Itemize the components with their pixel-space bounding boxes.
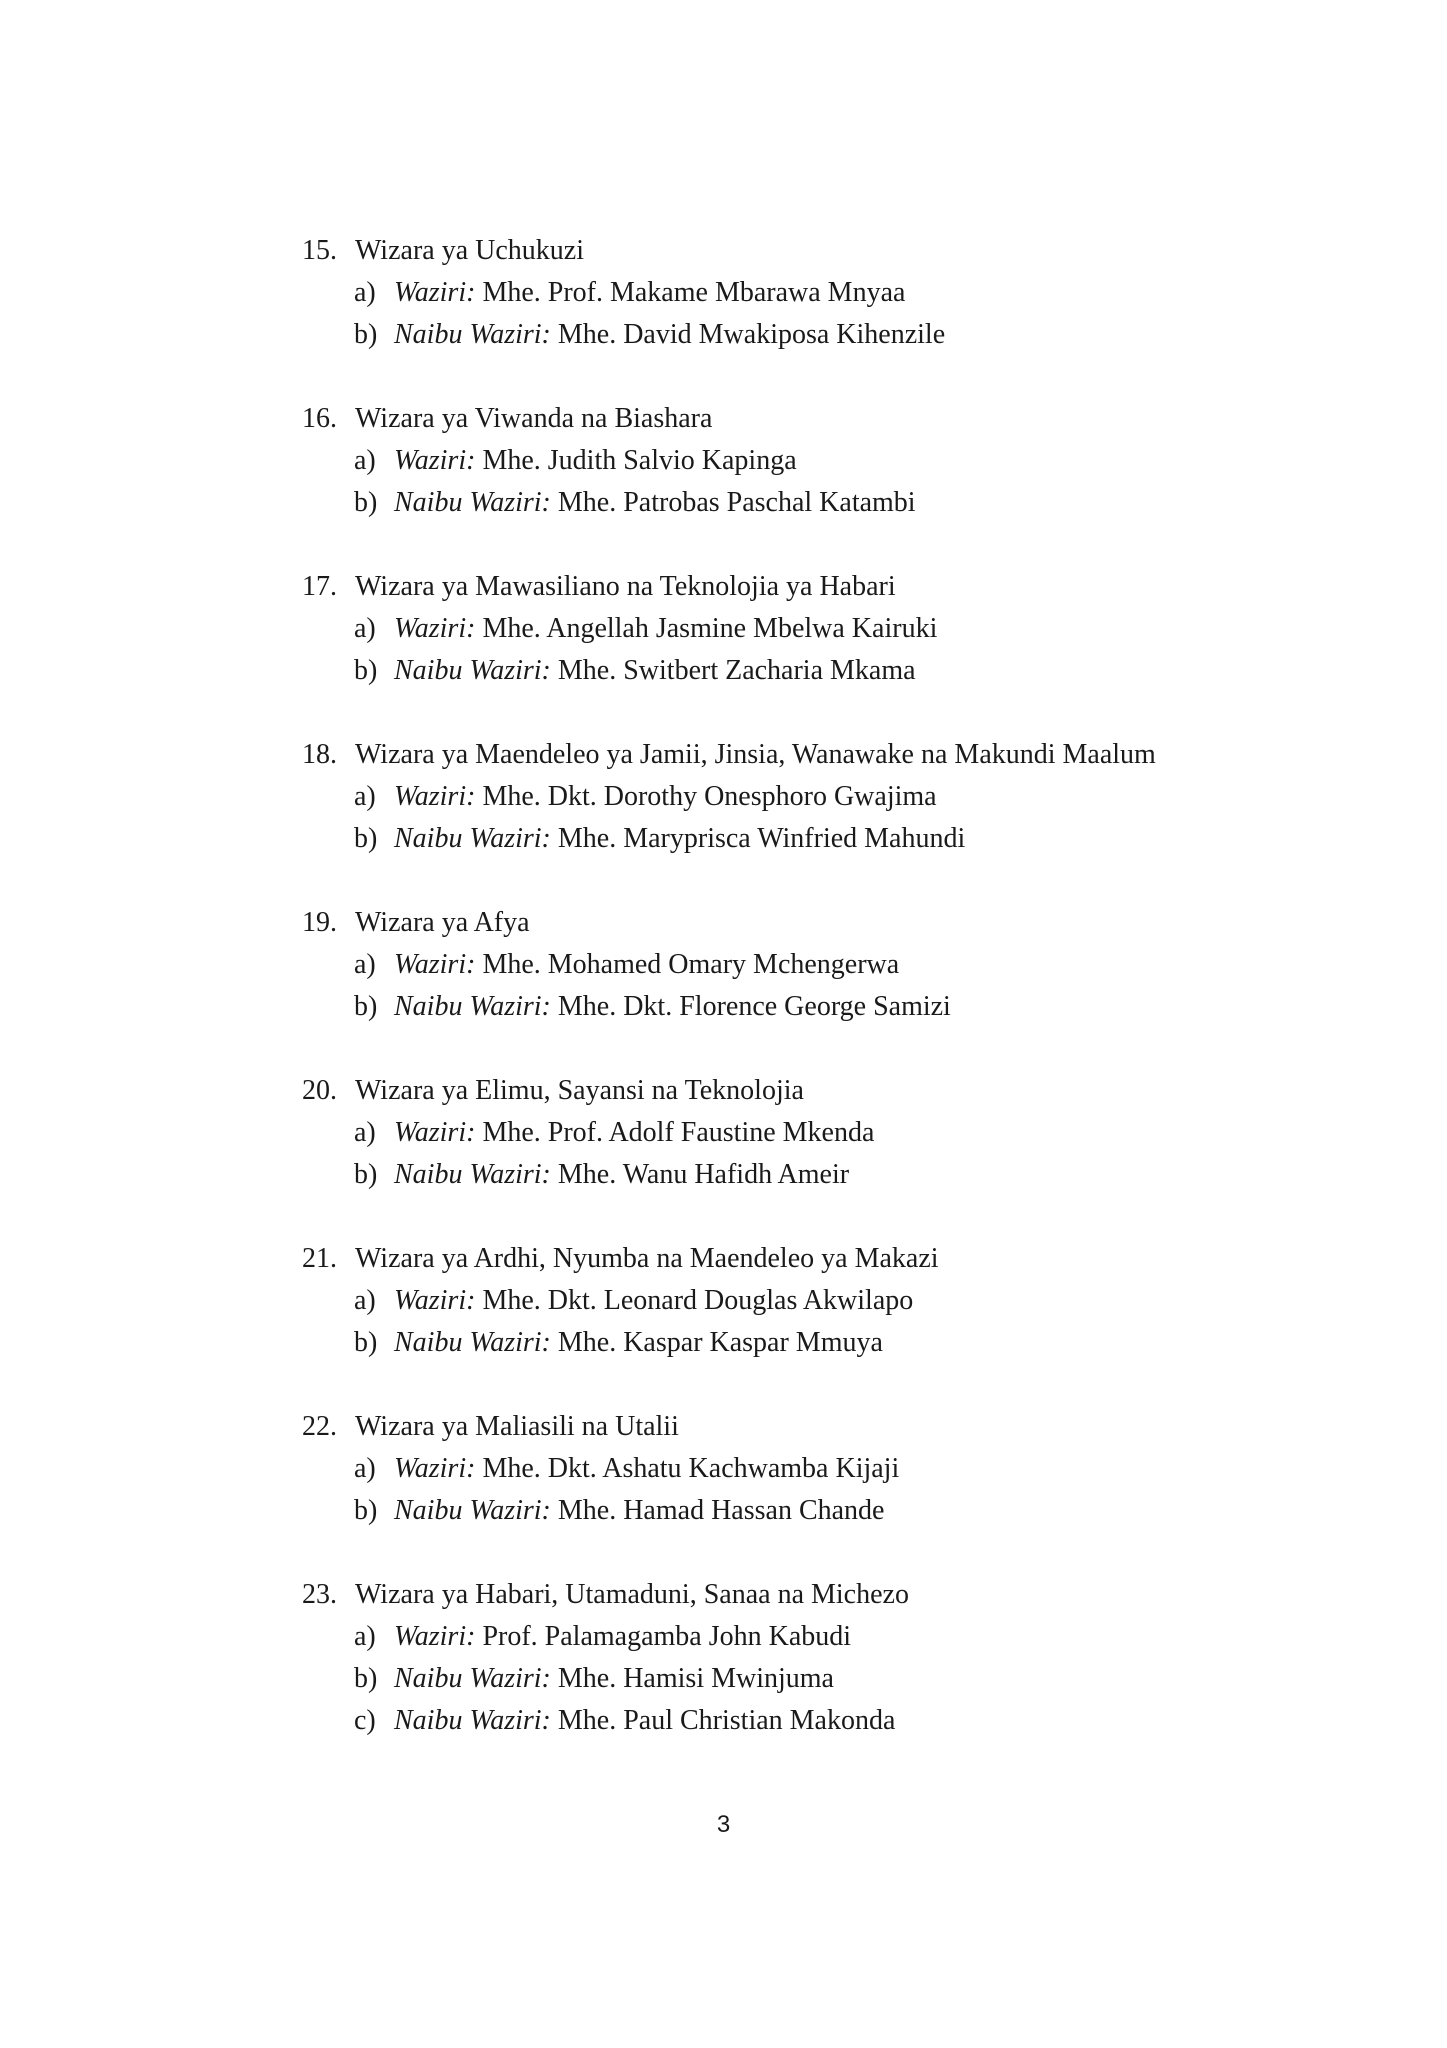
official-letter: b) (354, 991, 378, 1022)
ministry-number: 16. (302, 403, 337, 434)
official-name: Mhe. Dkt. Leonard Douglas Akwilapo (482, 1285, 914, 1316)
page-number: 3 (716, 1811, 731, 1838)
official-letter: a) (354, 1285, 376, 1316)
official-name: Mhe. Hamad Hassan Chande (557, 1495, 885, 1526)
official-role: Waziri: (394, 1453, 476, 1484)
official-row (0, 650, 1447, 692)
official-row (0, 272, 1447, 314)
official-letter: b) (354, 487, 378, 518)
official-text (394, 1490, 884, 1532)
ministry-heading (0, 1406, 1447, 1448)
ministry-name: Wizara ya Maliasili na Utalii (355, 1411, 679, 1442)
ministry-item (0, 902, 1447, 1028)
official-row (0, 1658, 1447, 1700)
ministry-heading (0, 1574, 1447, 1616)
ministry-item (0, 734, 1447, 860)
official-row (0, 1322, 1447, 1364)
official-text (394, 650, 916, 692)
official-role: Naibu Waziri: (394, 1705, 551, 1736)
ministry-name: Wizara ya Habari, Utamaduni, Sanaa na Michezo (355, 1579, 909, 1610)
official-row (0, 608, 1447, 650)
official-text (394, 776, 937, 818)
official-role: Naibu Waziri: (394, 823, 551, 854)
official-letter: b) (354, 319, 378, 350)
official-letter: b) (354, 823, 378, 854)
official-name: Mhe. Patrobas Paschal Katambi (557, 487, 916, 518)
official-role: Waziri: (394, 781, 476, 812)
ministry-name: Wizara ya Maendeleo ya Jamii, Jinsia, Wanawake na Makundi Maalum (355, 739, 1156, 770)
official-text (394, 1616, 851, 1658)
official-row (0, 314, 1447, 356)
ministry-name: Wizara ya Viwanda na Biashara (355, 403, 713, 434)
official-name: Mhe. Angellah Jasmine Mbelwa Kairuki (482, 613, 938, 644)
ministry-heading (0, 1070, 1447, 1112)
official-role: Naibu Waziri: (394, 319, 551, 350)
ministry-item (0, 230, 1447, 356)
official-role: Naibu Waziri: (394, 655, 551, 686)
ministry-item (0, 566, 1447, 692)
official-row (0, 1112, 1447, 1154)
official-row (0, 776, 1447, 818)
official-letter: a) (354, 1117, 376, 1148)
ministry-number: 15. (302, 235, 337, 266)
ministry-number: 22. (302, 1411, 337, 1442)
official-row (0, 986, 1447, 1028)
official-text (394, 1154, 849, 1196)
official-text (394, 944, 899, 986)
official-row (0, 1490, 1447, 1532)
official-letter: a) (354, 613, 376, 644)
official-text (394, 482, 916, 524)
ministry-list (0, 230, 1447, 1784)
official-name: Mhe. Paul Christian Makonda (557, 1705, 896, 1736)
official-name: Mhe. Prof. Makame Mbarawa Mnyaa (482, 277, 906, 308)
official-row (0, 1280, 1447, 1322)
ministry-number: 20. (302, 1075, 337, 1106)
ministry-name: Wizara ya Mawasiliano na Teknolojia ya Habari (355, 571, 896, 602)
official-name: Mhe. Prof. Adolf Faustine Mkenda (482, 1117, 875, 1148)
official-role: Waziri: (394, 1285, 476, 1316)
ministry-number: 18. (302, 739, 337, 770)
ministry-name: Wizara ya Ardhi, Nyumba na Maendeleo ya Makazi (355, 1243, 939, 1274)
ministry-name: Wizara ya Afya (355, 907, 530, 938)
official-role: Waziri: (394, 1621, 476, 1652)
official-letter: b) (354, 1495, 378, 1526)
official-row (0, 1700, 1447, 1742)
ministry-heading (0, 1238, 1447, 1280)
official-name: Mhe. Dkt. Ashatu Kachwamba Kijaji (482, 1453, 900, 1484)
ministry-name: Wizara ya Elimu, Sayansi na Teknolojia (355, 1075, 804, 1106)
official-text (394, 272, 905, 314)
ministry-number: 23. (302, 1579, 337, 1610)
official-row (0, 818, 1447, 860)
ministry-heading (0, 398, 1447, 440)
official-letter: b) (354, 1327, 378, 1358)
ministry-item (0, 1574, 1447, 1742)
official-text (394, 1322, 883, 1364)
official-role: Naibu Waziri: (394, 1495, 551, 1526)
official-name: Prof. Palamagamba John Kabudi (482, 1621, 852, 1652)
official-text (394, 818, 965, 860)
official-row (0, 482, 1447, 524)
ministry-number: 17. (302, 571, 337, 602)
official-letter: a) (354, 781, 376, 812)
ministry-heading (0, 902, 1447, 944)
official-role: Waziri: (394, 1117, 476, 1148)
official-role: Naibu Waziri: (394, 991, 551, 1022)
official-name: Mhe. Kaspar Kaspar Mmuya (557, 1327, 883, 1358)
official-row (0, 944, 1447, 986)
official-letter: b) (354, 655, 378, 686)
ministry-number: 19. (302, 907, 337, 938)
official-text (394, 1112, 874, 1154)
official-text (394, 1280, 913, 1322)
official-letter: a) (354, 1621, 376, 1652)
official-role: Waziri: (394, 277, 476, 308)
official-text (394, 608, 937, 650)
official-role: Naibu Waziri: (394, 1327, 551, 1358)
official-letter: b) (354, 1663, 378, 1694)
official-row (0, 1616, 1447, 1658)
official-name: Mhe. Maryprisca Winfried Mahundi (557, 823, 966, 854)
ministry-item (0, 1070, 1447, 1196)
official-role: Naibu Waziri: (394, 1663, 551, 1694)
official-name: Mhe. Judith Salvio Kapinga (482, 445, 797, 476)
ministry-number: 21. (302, 1243, 337, 1274)
official-letter: a) (354, 445, 376, 476)
official-role: Naibu Waziri: (394, 1159, 551, 1190)
official-letter: b) (354, 1159, 378, 1190)
official-name: Mhe. David Mwakiposa Kihenzile (557, 319, 946, 350)
official-row (0, 1448, 1447, 1490)
ministry-heading (0, 734, 1447, 776)
official-name: Mhe. Switbert Zacharia Mkama (557, 655, 916, 686)
ministry-item (0, 1238, 1447, 1364)
official-role: Waziri: (394, 949, 476, 980)
official-text (394, 1658, 834, 1700)
official-role: Waziri: (394, 613, 476, 644)
official-name: Mhe. Dkt. Florence George Samizi (557, 991, 951, 1022)
ministry-item (0, 1406, 1447, 1532)
official-text (394, 1448, 899, 1490)
official-row (0, 440, 1447, 482)
official-text (394, 986, 951, 1028)
official-text (394, 1700, 895, 1742)
official-name: Mhe. Wanu Hafidh Ameir (557, 1159, 850, 1190)
official-role: Naibu Waziri: (394, 487, 551, 518)
official-name: Mhe. Hamisi Mwinjuma (557, 1663, 834, 1694)
official-name: Mhe. Mohamed Omary Mchengerwa (482, 949, 900, 980)
official-letter: c) (354, 1705, 376, 1736)
official-name: Mhe. Dkt. Dorothy Onesphoro Gwajima (482, 781, 937, 812)
official-row (0, 1154, 1447, 1196)
official-role: Waziri: (394, 445, 476, 476)
official-letter: a) (354, 1453, 376, 1484)
official-text (394, 314, 945, 356)
ministry-name: Wizara ya Uchukuzi (355, 235, 584, 266)
official-letter: a) (354, 277, 376, 308)
official-text (394, 440, 797, 482)
ministry-item (0, 398, 1447, 524)
ministry-heading (0, 566, 1447, 608)
official-letter: a) (354, 949, 376, 980)
ministry-heading (0, 230, 1447, 272)
